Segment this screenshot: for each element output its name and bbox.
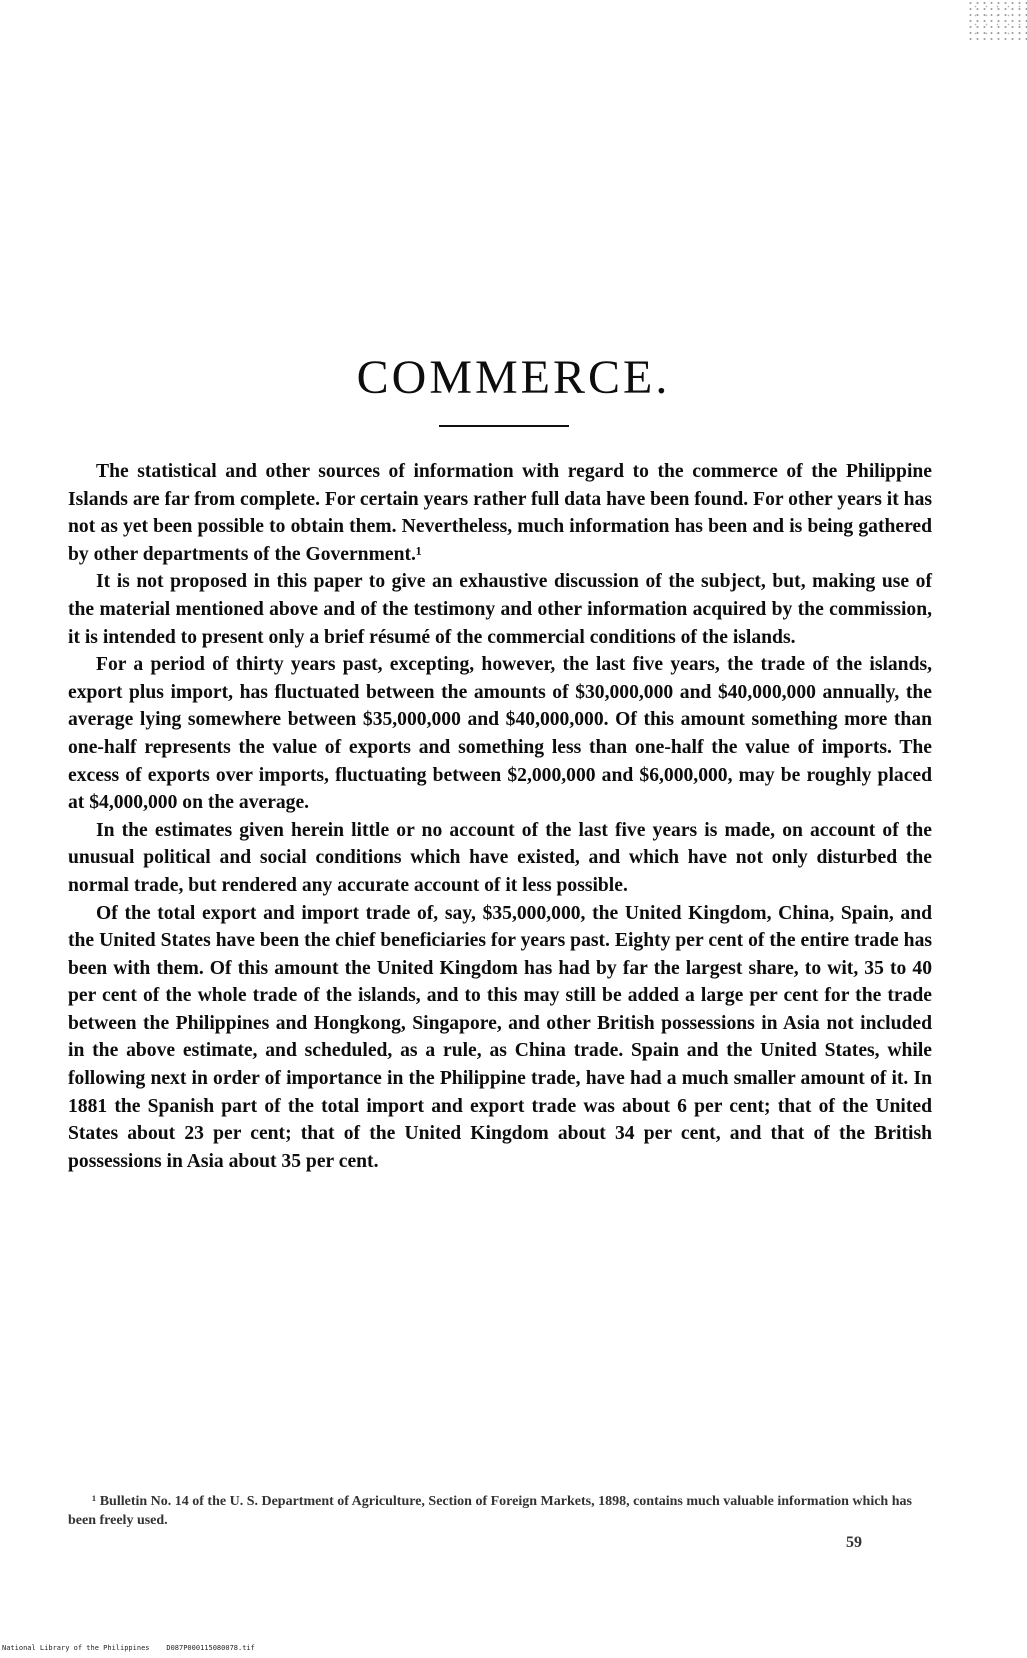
page-number: 59 (846, 1534, 862, 1551)
paragraph: It is not proposed in this paper to give an exhaustive discussion of the subject, but, making use of the material mentioned above and of the testimony and other information acquired by the commission, it is intended to present only a brief résumé of the commercial conditions of the islands. (68, 571, 932, 648)
paragraph: For a period of thirty years past, excepting, however, the last five years, the trade of the islands, export plus import, has fluctuated between the amounts of $30,000,000 and $40,000,000 annually, the average lying somewhere between $35,000,000 and $40,000,000. Of this amount something more than one-half represents the value of exports and something less than one-half the value of imports. The excess of exports over imports, fluctuating between $2,000,000 and $6,000,000, may be roughly placed at $4,000,000 on the average. (68, 654, 932, 814)
body-text (68, 458, 932, 1175)
paragraph: In the estimates given herein little or no account of the last five years is made, on account of the unusual political and social conditions which have existed, and which have not only disturbed the normal trade, but rendered any accurate account of it less possible. (68, 819, 932, 896)
scan-footer-caption: National Library of the Philippines D087P000115080078.tif (2, 1644, 255, 1652)
scan-speckle (967, 0, 1027, 40)
paragraph: The statistical and other sources of information with regard to the commerce of the Philippine Islands are far from complete. For certain years rather full data have been found. For other years it has not as yet been possible to obtain them. Nevertheless, much information has been and is being gathered by other departments of the Government.¹ (68, 461, 932, 565)
footnote: ¹ Bulletin No. 14 of the U. S. Department of Agriculture, Section of Foreign Markets, 1898, contains much valuable information which has been freely used. (68, 1494, 912, 1528)
title-divider (439, 425, 569, 427)
page-title: COMMERCE. (356, 351, 671, 404)
paragraph: Of the total export and import trade of, say, $35,000,000, the United Kingdom, China, Spain, and the United States have been the chief beneficiaries for years past. Eighty per cent of the entire trade has been with them. Of this amount the United Kingdom has had by far the largest share, to wit, 35 to 40 per cent of the whole trade of the islands, and to this may still be added a large per cent for the trade between the Philippines and Hongkong, Singapore, and other British possessions in Asia not included in the above estimate, and scheduled, as a rule, as China trade. Spain and the United States, while following next in order of importance in the Philippine trade, have had a much smaller amount of it. In 1881 the Spanish part of the total import and export trade was about 6 per cent; that of the United States about 23 per cent; that of the United Kingdom about 34 per cent, and that of the British possessions in Asia about 35 per cent. (68, 902, 932, 1172)
